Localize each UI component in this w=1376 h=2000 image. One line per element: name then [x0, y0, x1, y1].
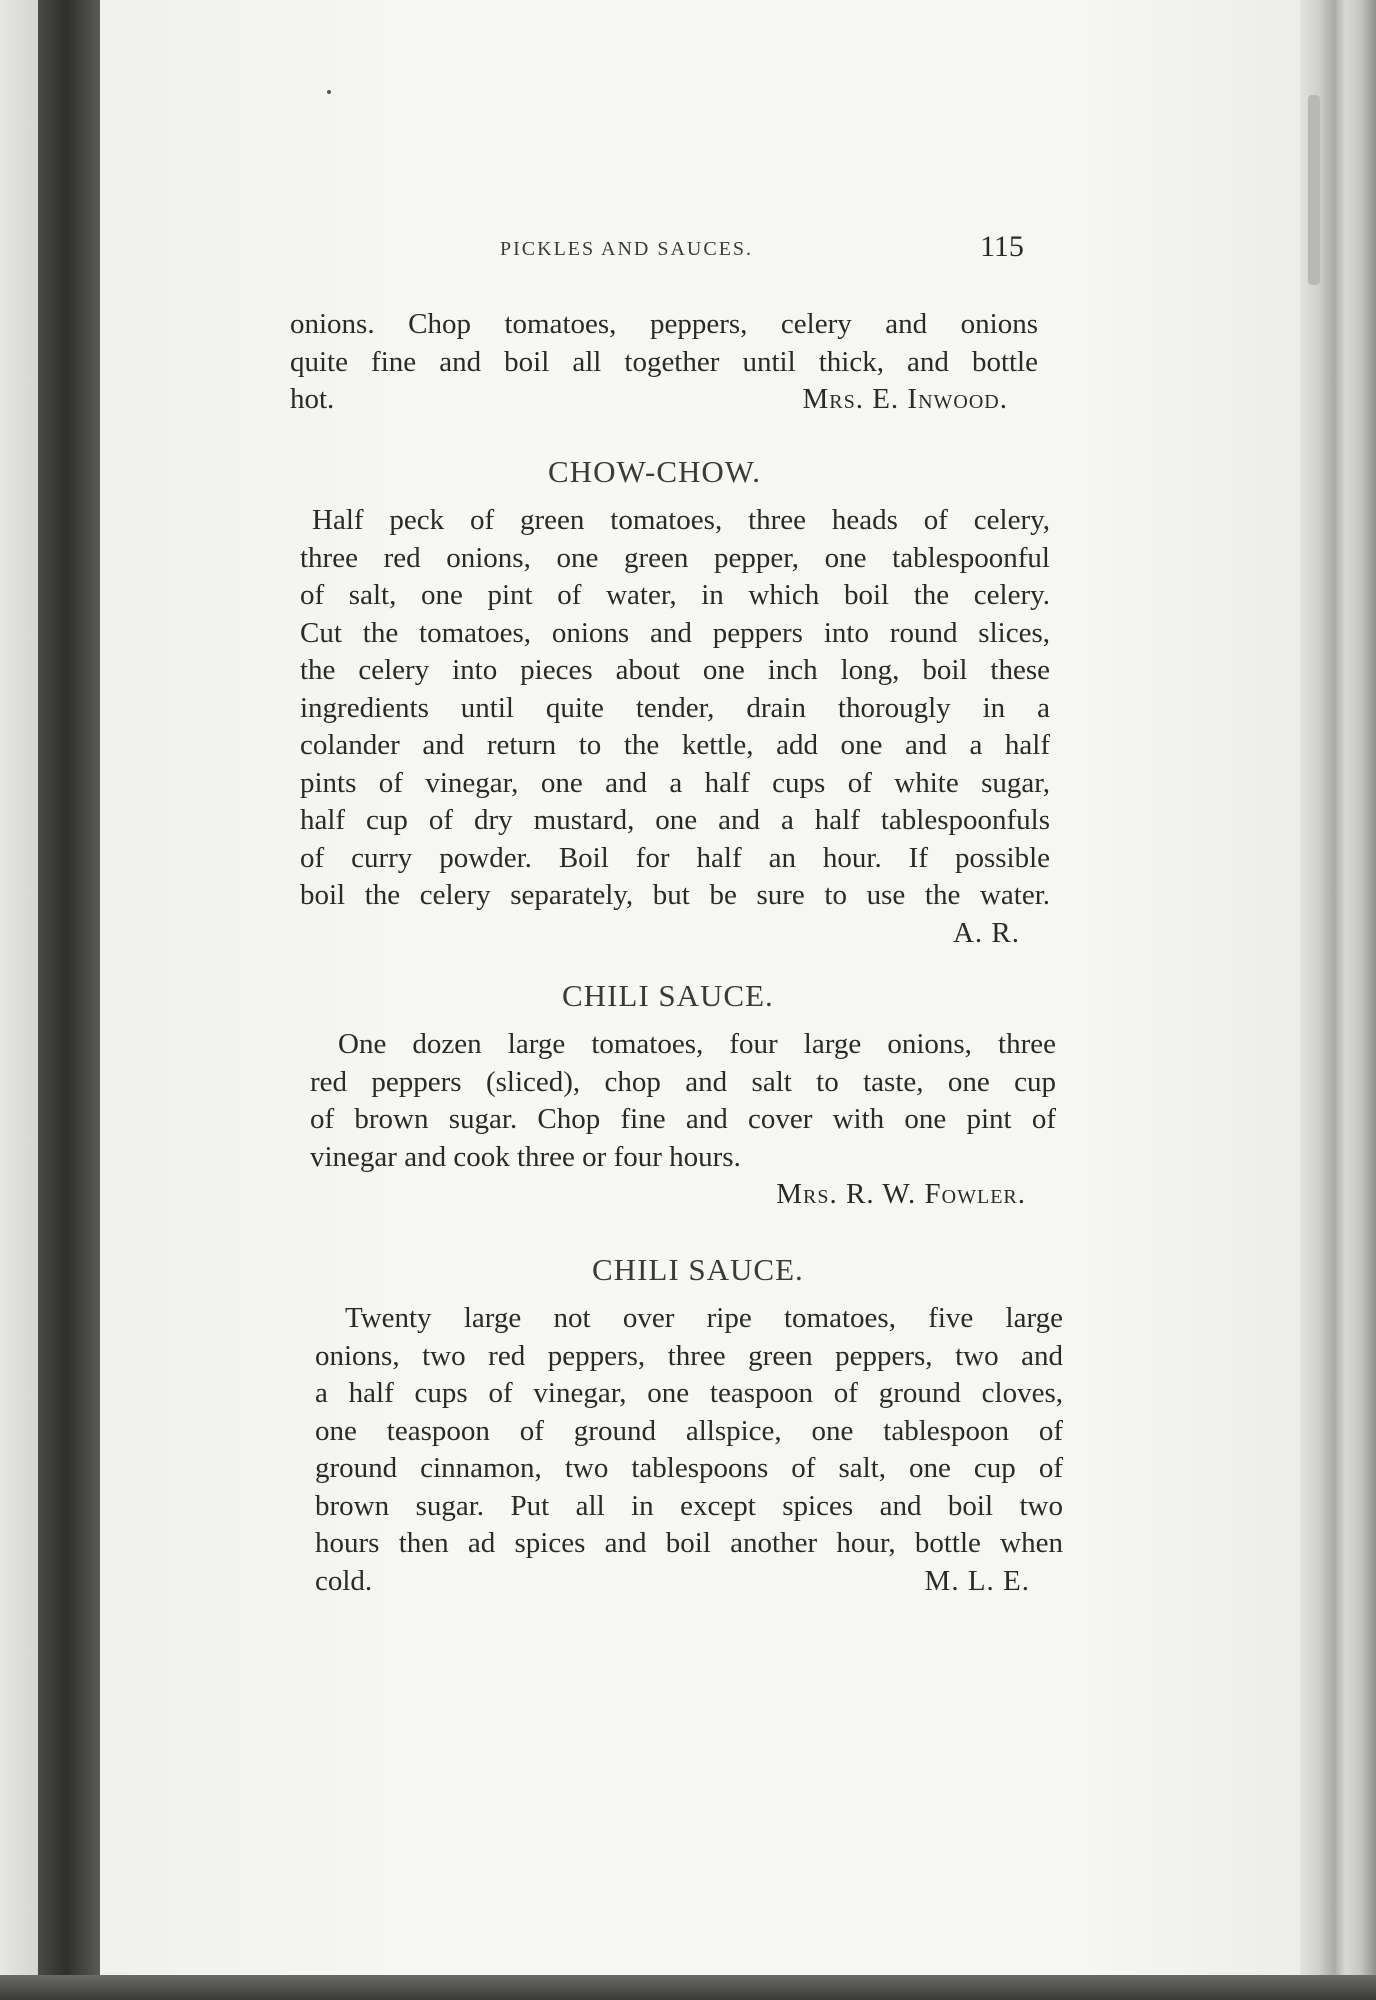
recipe-signature: Mrs. E. Inwood. — [802, 383, 1008, 415]
recipe-signature: M. L. E. — [924, 1564, 1030, 1597]
text-line: ground cinnamon, two tablespoons of salt, one cup of — [315, 1452, 1063, 1484]
text-line: Twenty large not over ripe tomatoes, five large — [345, 1302, 1063, 1334]
text-line: vinegar and cook three or four hours. — [310, 1140, 741, 1173]
recipe-title: CHILI SAUCE. — [562, 978, 774, 1013]
recipe-signature: Mrs. R. W. Fowler. — [776, 1178, 1026, 1210]
text-line: of salt, one pint of water, in which boil the celery. — [300, 579, 1050, 611]
recipe-title: CHOW-CHOW. — [548, 454, 761, 489]
signature-line — [290, 381, 1038, 419]
recipe-signature: A. R. — [952, 916, 1020, 949]
text-line: Half peck of green tomatoes, three heads of celery, — [312, 504, 1050, 536]
text-line: brown sugar. Put all in except spices and boil two — [315, 1489, 1063, 1522]
intro-paragraph — [290, 306, 1038, 419]
text-line: ingredients until quite tender, drain thorougly in a — [300, 691, 1050, 724]
text-line: red peppers (sliced), chop and salt to taste, one cup — [310, 1065, 1056, 1098]
text-line: onions, two red peppers, three green peppers, two and — [315, 1339, 1063, 1372]
signature-line — [315, 1563, 1063, 1601]
text-line: pints of vinegar, one and a half cups of white sugar, — [300, 766, 1050, 799]
text-line: One dozen large tomatoes, four large onions, three — [338, 1028, 1056, 1060]
text-line: one teaspoon of ground allspice, one tablespoon of — [315, 1414, 1063, 1447]
page-number: 115 — [980, 230, 1024, 263]
text-line: three red onions, one green pepper, one tablespoonful — [300, 541, 1050, 574]
text-line: the celery into pieces about one inch long, boil these — [300, 654, 1050, 686]
ink-speck — [327, 90, 331, 94]
recipe-body — [310, 1026, 1056, 1214]
page-fore-edge — [1300, 0, 1376, 2000]
text-line: hours then ad spices and boil another hour, bottle when — [315, 1527, 1063, 1559]
text-line: a half cups of vinegar, one teaspoon of ground cloves, — [315, 1377, 1063, 1409]
text-line: quite fine and boil all together until thick, and bottle — [290, 345, 1038, 378]
text-line: cold. — [315, 1564, 373, 1597]
book-gutter — [38, 0, 100, 2000]
page-edge-tab — [1308, 95, 1320, 285]
running-title: PICKLES AND SAUCES. — [500, 238, 754, 260]
text-line: boil the celery separately, but be sure to use the water. — [300, 879, 1050, 911]
recipe-body — [315, 1300, 1063, 1600]
recipe-body — [300, 502, 1050, 952]
text-line: of brown sugar. Chop fine and cover with one pint of — [310, 1103, 1056, 1135]
text-line: hot. — [290, 383, 335, 415]
text-line: Cut the tomatoes, onions and peppers into round slices, — [300, 616, 1050, 649]
recipe-title: CHILI SAUCE. — [592, 1252, 804, 1287]
text-line: of curry powder. Boil for half an hour. If possible — [300, 841, 1050, 874]
bottom-shadow — [0, 1975, 1376, 2000]
text-line: half cup of dry mustard, one and a half tablespoonfuls — [300, 804, 1050, 836]
text-line: onions. Chop tomatoes, peppers, celery and onions — [290, 308, 1038, 340]
facing-page-edge — [0, 0, 40, 2000]
text-line: colander and return to the kettle, add one and a half — [300, 729, 1050, 761]
